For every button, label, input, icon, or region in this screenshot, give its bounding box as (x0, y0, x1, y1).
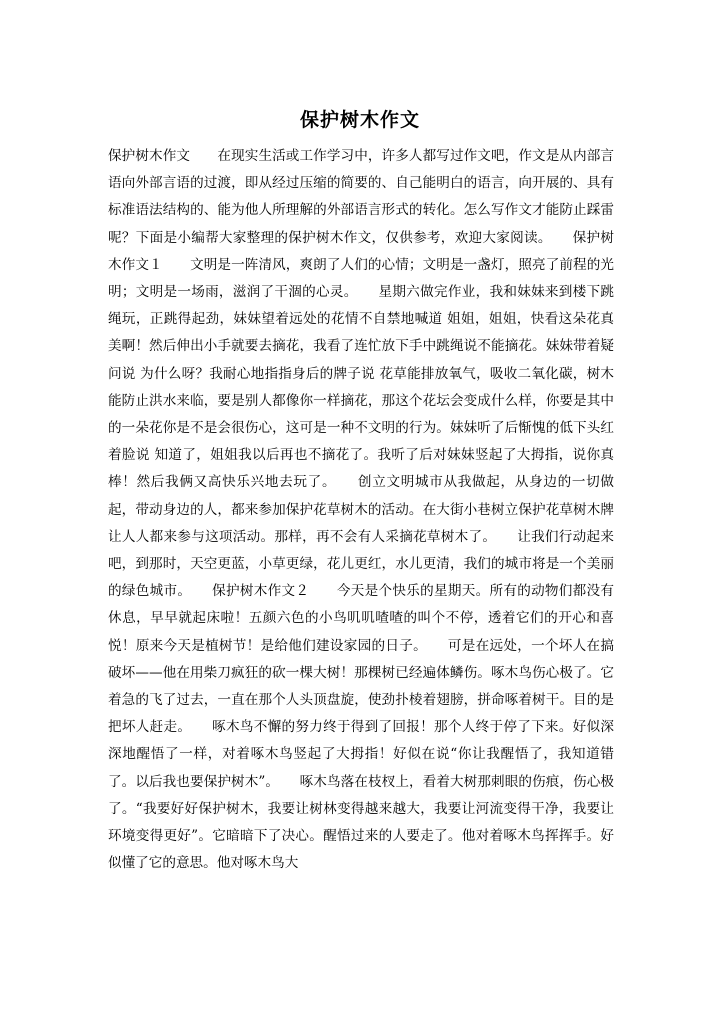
document-title: 保护树木作文 (299, 109, 420, 131)
document-body-text: 保护树木作文 在现实生活或工作学习中，许多人都写过作文吧，作文是从内部言语向外部言语的过渡，即从经过压缩的简要的、自己能明白的语言，向开展的、具有标准语法结构的、能为他人所理解的外部语言形式的转化。怎么写作文才能防止踩雷呢？下面是小编帮大家整理的保护树木作文，仅供参考，欢迎大家阅读。 保护树木作文１ 文明是一阵清风，爽朗了人们的心情；文明是一盏灯，照亮了前程的光明；文明是一场雨，滋润了干涸的心灵。 星期六做完作业，我和妹妹来到楼下跳绳玩，正跳得起劲，妹妹望着远处的花情不自禁地喊道 姐姐，姐姐，快看这朵花真美啊！然后伸出小手就要去摘花，我看了连忙放下手中跳绳说不能摘花。妹妹带着疑问说 为什么呀？我耐心地指指身后的牌子说 花草能排放氧气，吸收二氧化碳，树木能防止洪水来临，要是别人都像你一样摘花，那这个花坛会变成什么样，你要是其中的一朵花你是不是会很伤心，这可是一种不文明的行为。妹妹听了后惭愧的低下头红着脸说 知道了，姐姐我以后再也不摘花了。我听了后对妹妹竖起了大拇指，说你真棒！然后我俩又高快乐兴地去玩了。 创立文明城市从我做起，从身边的一切做起，带动身边的人，都来参加保护花草树木的活动。在大街小巷树立保护花草树木牌让人人都来参与这项活动。那样，再不会有人采摘花草树木了。 让我们行动起来吧，到那时，天空更蓝，小草更绿，花儿更红，水儿更清，我们的城市将是一个美丽的绿色城市。 保护树木作文２ 今天是个快乐的星期天。所有的动物们都没有休息，早早就起床啦！五颜六色的小鸟叽叽喳喳的叫个不停，透着它们的开心和喜悦！原来今天是植树节！是给他们建设家园的日子。 可是在远处，一个坏人在搞破坏——他在用柴刀疯狂的砍一棵大树！那棵树已经遍体鳞伤。啄木鸟伤心极了。它着急的飞了过去，一直在那个人头顶盘旋，使劲扑棱着翅膀，拼命啄着树干。目的是把坏人赶走。 啄木鸟不懈的努力终于得到了回报！那个人终于停了下来。好似深深地醒悟了一样，对着啄木鸟竖起了大拇指！好似在说“你让我醒悟了，我知道错了。以后我也要保护树木”。 啄木鸟落在枝杈上，看着大树那刺眼的伤痕，伤心极了。“我要好好保护树木，我要让树林变得越来越大，我要让河流变得干净，我要让环境变得更好”。它暗暗下了决心。醒悟过来的人要走了。他对着啄木鸟挥挥手。好似懂了它的意思。他对啄木鸟大 (108, 148, 614, 872)
